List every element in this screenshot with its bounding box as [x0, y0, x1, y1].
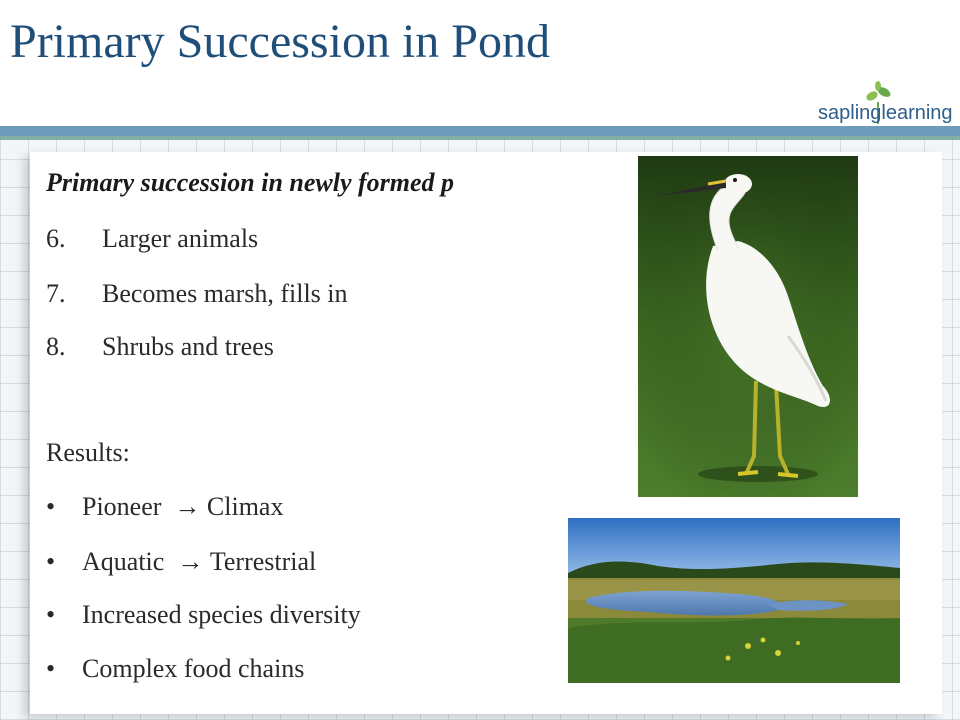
bullet-item: [46, 600, 361, 630]
step-item: [46, 332, 274, 362]
sapling-learning-logo: [818, 80, 958, 130]
step-number: 7.: [46, 279, 66, 308]
step-item: [46, 224, 258, 254]
step-text: Larger animals: [102, 224, 259, 253]
results-label: Results:: [46, 438, 130, 467]
egret-photo: [638, 156, 858, 497]
bullet-text: Pioneer: [82, 492, 162, 521]
bullet-item: [46, 654, 304, 684]
step-text: Becomes marsh, fills in: [102, 279, 348, 308]
arrow-icon: →: [177, 547, 204, 576]
step-number: 6.: [46, 224, 66, 253]
bullet-text-b: Climax: [206, 492, 284, 521]
header-band: [0, 126, 960, 136]
bullet-text: Increased species diversity: [82, 600, 361, 629]
bullet-text: Complex food chains: [82, 654, 305, 683]
bullet-item: [46, 492, 283, 522]
logo-part-learning: learning: [881, 102, 953, 124]
bullet-dot: •: [46, 492, 56, 521]
step-number: 8.: [46, 332, 66, 361]
bullet-text: Aquatic: [82, 547, 165, 576]
bullet-text-b: Terrestrial: [209, 547, 317, 576]
logo-text: [818, 102, 953, 125]
arrow-icon: →: [174, 492, 201, 521]
logo-part-sapling: sapling: [818, 102, 882, 124]
bullet-dot: •: [46, 654, 56, 683]
bullet-item: [46, 547, 316, 577]
bullet-dot: •: [46, 547, 56, 576]
slide-title: Primary Succession in Pond: [10, 15, 550, 68]
bullet-dot: •: [46, 600, 56, 629]
section-heading: Primary succession in newly formed p: [46, 168, 455, 197]
step-item: [46, 279, 348, 309]
step-text: Shrubs and trees: [102, 332, 274, 361]
marsh-photo: [568, 518, 900, 683]
